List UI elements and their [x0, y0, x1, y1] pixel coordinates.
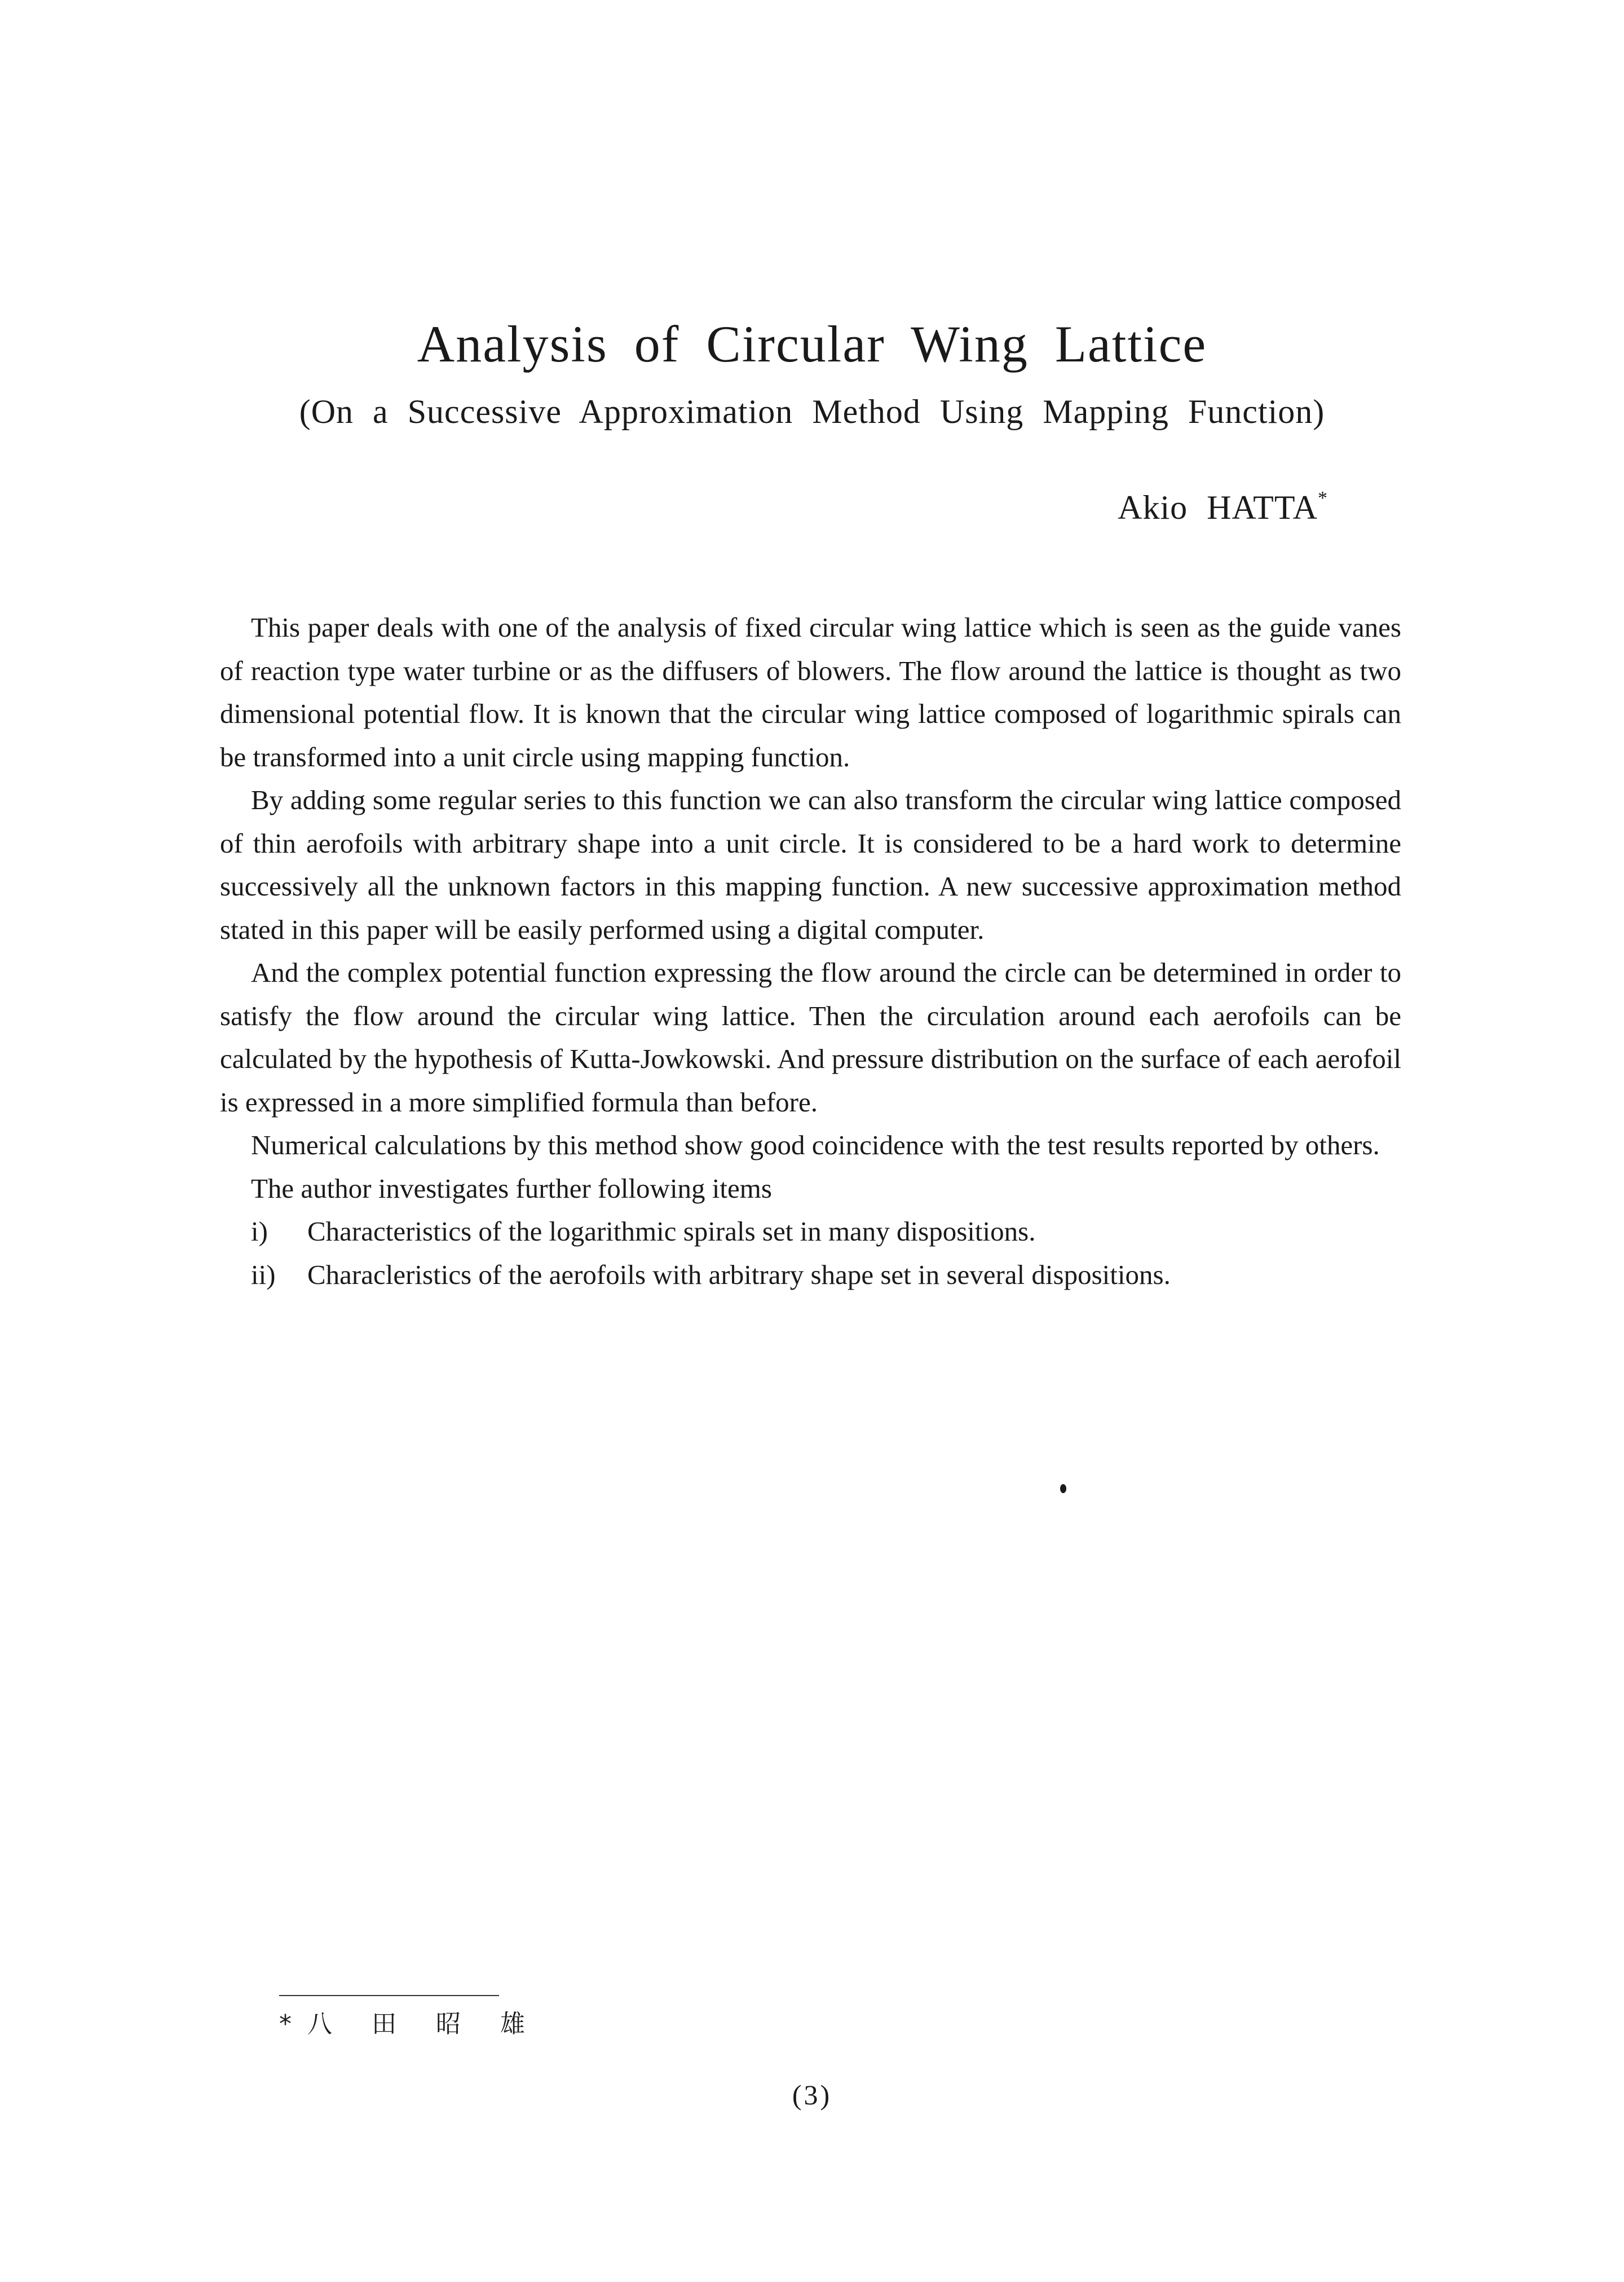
list-item-text: Characleristics of the aerofoils with arbitrary shape set in several dispositions.: [307, 1259, 1171, 1290]
page-number: (3): [792, 2079, 832, 2111]
author-footnote: *八 田 昭 雄: [279, 2010, 541, 2038]
paper-title: Analysis of Circular Wing Lattice: [417, 315, 1207, 373]
ink-speck: [1060, 1484, 1066, 1493]
list-item: [220, 1253, 1401, 1297]
abstract-paragraph: By adding some regular series to this function we can also transform the circular wing lattice composed of thin aerofoils with arbitrary shape into a unit circle. It is considered to be a hard work to determine successively all the unknown factors in this mapping function. A new successive approximation method stated in this paper will be easily performed using a digital computer.: [220, 784, 1401, 945]
author-line: [1118, 485, 1328, 530]
list-item-number: i): [251, 1216, 268, 1247]
abstract-paragraph: Numerical calculations by this method show good coincidence with the test results reported by others.: [251, 1129, 1380, 1160]
abstract-paragraph: This paper deals with one of the analysis of fixed circular wing lattice which is seen as the guide vanes of reaction type water turbine or as the diffusers of blowers. The flow around the lattice is thought as two dimensional potential flow. It is known that the circular wing lattice composed of logarithmic spirals can be transformed into a unit circle using mapping function.: [220, 612, 1401, 773]
footnote-rule: [279, 1995, 499, 1996]
list-item-text: Characteristics of the logarithmic spirals set in many dispositions.: [307, 1216, 1036, 1247]
author-name: Akio HATTA: [1118, 489, 1318, 526]
list-item: [220, 1210, 1401, 1253]
abstract: [220, 606, 1401, 1296]
abstract-paragraph: The author investigates further following items: [251, 1172, 772, 1204]
abstract-paragraph: And the complex potential function expressing the flow around the circle can be determined in order to satisfy the flow around the circular wing lattice. Then the circulation around each aerofoils can be calculated by the hypothesis of Kutta-Jowkowski. And pressure distribution on the surface of each aerofoil is expressed in a more simplified formula than before.: [220, 957, 1401, 1118]
author-footnote-marker: *: [1318, 488, 1328, 509]
list-item-number: ii): [251, 1259, 276, 1290]
paper-subtitle: (On a Successive Approximation Method Using Mapping Function): [299, 393, 1325, 430]
